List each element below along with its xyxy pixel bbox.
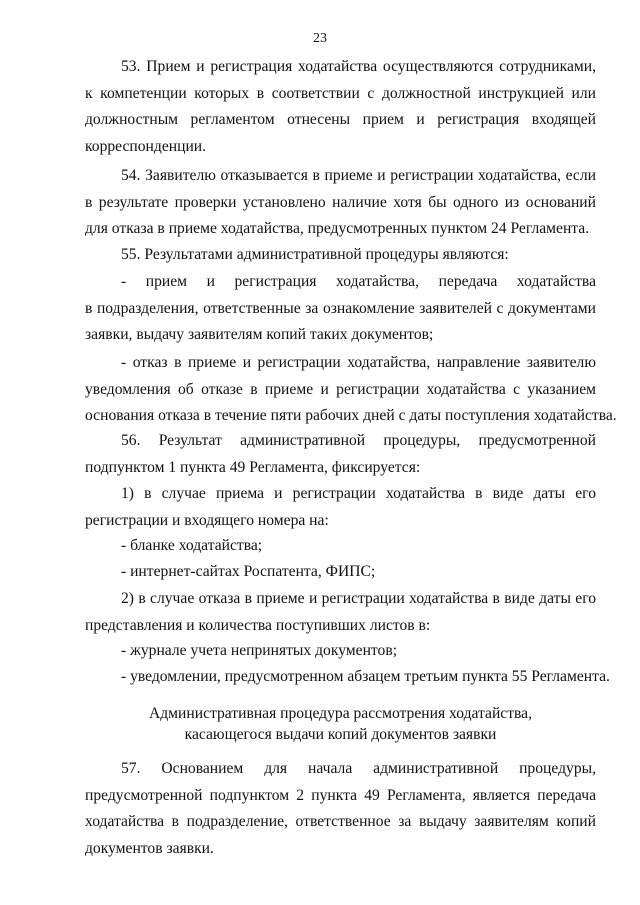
text-line: ходатайства в подразделение, ответственное за выдачу заявителям копий <box>85 813 596 830</box>
text-line: для отказа в приеме ходатайства, предусмотренных пунктом 24 Регламента. <box>85 220 590 237</box>
text-line: - отказ в приеме и регистрации ходатайства, направление заявителю <box>121 354 596 371</box>
text-line: 57. Основанием для начала административной процедуры, <box>121 760 596 777</box>
text-line: - уведомлении, предусмотренном абзацем третьим пункта 55 Регламента. <box>121 668 610 685</box>
list-item-notice <box>85 664 610 691</box>
page-number: 23 <box>313 31 327 46</box>
heading-line: касающегося выдачи копий документов заявки <box>184 726 497 743</box>
text-line: 54. Заявителю отказывается в приеме и регистрации ходатайства, если <box>121 167 596 184</box>
paragraph-56-subitem-1 <box>85 481 596 534</box>
heading-line: Административная процедура рассмотрения ходатайства, <box>148 705 533 722</box>
paragraph-55 <box>85 242 596 269</box>
text-line: - журнале учета непринятых документов; <box>121 642 398 659</box>
text-line: - прием и регистрация ходатайства, передача ходатайства <box>121 273 596 290</box>
list-item-blank <box>85 533 596 560</box>
text-line: 2) в случае отказа в приеме и регистрации ходатайства в виде даты его <box>121 590 596 607</box>
paragraph-55-item-2 <box>85 350 617 430</box>
text-line: 55. Результатами административной процедуры являются: <box>121 246 509 263</box>
text-line: регистрации и входящего номера на: <box>85 511 329 529</box>
paragraph-53 <box>85 54 596 160</box>
text-line: уведомления об отказе в приеме и регистрации ходатайства с указанием <box>85 380 596 398</box>
list-item-websites <box>85 559 596 586</box>
text-line: 1) в случае приема и регистрации ходатайства в виде даты его <box>121 485 596 502</box>
text-line: 53. Прием и регистрация ходатайства осуществляются сотрудниками, <box>121 58 596 75</box>
list-item-journal <box>85 638 596 665</box>
text-line: - бланке ходатайства; <box>121 537 263 554</box>
paragraph-56 <box>85 428 596 481</box>
text-line: корреспонденции. <box>85 137 207 155</box>
text-line: представления и количества поступивших листов в: <box>85 616 431 634</box>
text-line: подпунктом 1 пункта 49 Регламента, фиксируется: <box>85 458 421 476</box>
paragraph-54 <box>85 163 596 243</box>
paragraph-55-item-1 <box>85 269 596 349</box>
paragraph-57 <box>85 756 596 862</box>
text-line: в результате проверки установлено наличие хотя бы одного из оснований <box>85 193 596 211</box>
text-line: документов заявки. <box>85 839 214 857</box>
text-line: заявки, выдачу заявителям копий таких документов; <box>85 326 434 343</box>
text-line: - интернет-сайтах Роспатента, ФИПС; <box>121 563 376 580</box>
text-line: в подразделения, ответственные за ознакомление заявителей с документами <box>85 299 596 317</box>
text-line: должностным регламентом отнесены прием и регистрация входящей <box>85 111 596 128</box>
text-line: основания отказа в течение пяти рабочих дней с даты поступления ходатайства. <box>85 407 617 424</box>
section-heading <box>85 703 596 745</box>
text-line: к компетенции которых в соответствии с должностной инструкцией или <box>85 84 596 102</box>
text-line: предусмотренной подпунктом 2 пункта 49 Регламента, является передача <box>85 786 596 804</box>
text-line: 56. Результат административной процедуры, предусмотренной <box>121 432 596 449</box>
paragraph-56-subitem-2 <box>85 586 596 639</box>
